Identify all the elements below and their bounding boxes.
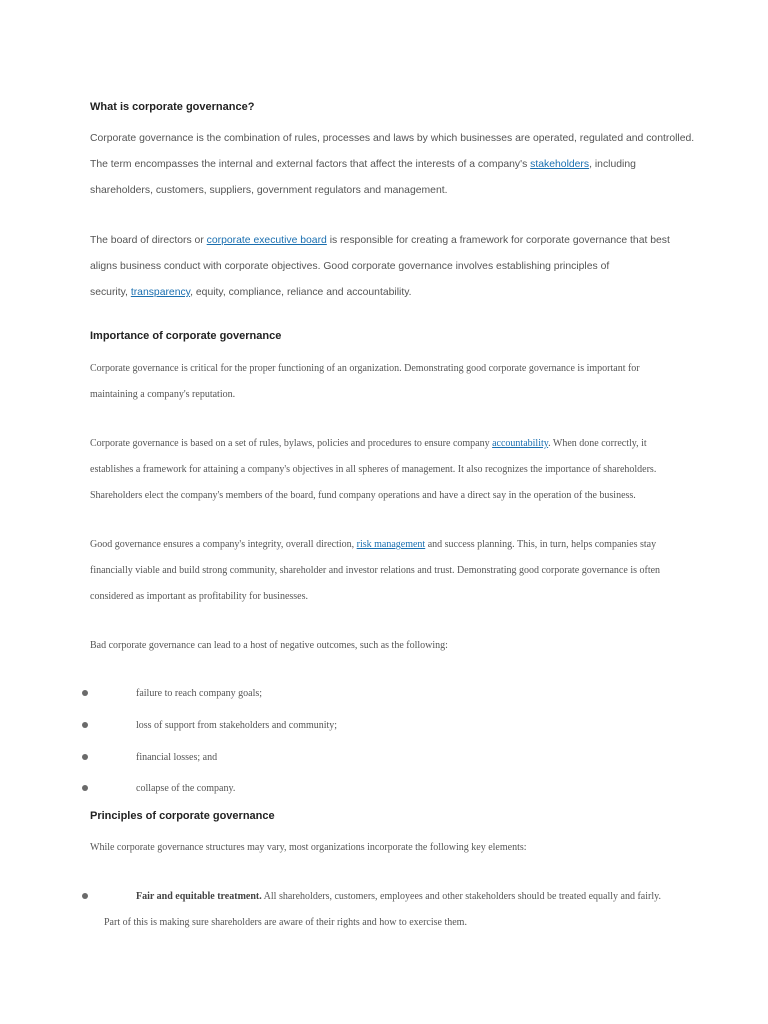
list-item: financial losses; and	[136, 752, 218, 763]
heading-principles-of-corporate-governance: Principles of corporate governance	[90, 810, 275, 822]
paragraph-line	[90, 287, 412, 298]
list-item-bold-lead: Fair and equitable treatment.	[136, 891, 262, 902]
link-accountability[interactable]: accountability	[492, 438, 549, 449]
text-span: security,	[90, 287, 131, 298]
paragraph-line	[90, 159, 636, 170]
bullet-dot	[82, 754, 88, 760]
list-item: failure to reach company goals;	[136, 688, 263, 699]
text-span: is responsible for creating a framework for corporate governance that best	[326, 235, 670, 246]
link-stakeholders[interactable]: stakeholders	[530, 159, 590, 170]
paragraph-line: While corporate governance structures may vary, most organizations incorporate the following key elements:	[90, 842, 527, 853]
paragraph-line: Shareholders elect the company's members of the board, fund company operations and have a direct say in the operation of the business.	[90, 490, 636, 501]
list-item	[136, 891, 661, 902]
bullet-dot	[82, 690, 88, 696]
paragraph-line: shareholders, customers, suppliers, government regulators and management.	[90, 185, 448, 196]
text-span: Good governance ensures a company's integrity, overall direction,	[90, 539, 357, 550]
paragraph-line: Corporate governance is the combination of rules, processes and laws by which businesses are operated, regulated and controlled.	[90, 133, 695, 144]
paragraph-line: Corporate governance is critical for the proper functioning of an organization. Demonstrating good corporate governance is important for	[90, 363, 640, 374]
link-risk-management[interactable]: risk management	[356, 539, 426, 550]
text-span: All shareholders, customers, employees and other stakeholders should be treated equally and fairly.	[261, 891, 661, 902]
heading-what-is-corporate-governance: What is corporate governance?	[90, 101, 255, 113]
link-corporate-executive-board[interactable]: corporate executive board	[206, 235, 327, 246]
bullet-dot	[82, 785, 88, 791]
text-span: The board of directors or	[90, 235, 207, 246]
paragraph-line: establishes a framework for attaining a company's objectives in all spheres of management. It also recognizes the importance of shareholders.	[90, 464, 657, 475]
paragraph-line: considered as important as profitability for businesses.	[90, 591, 309, 602]
link-transparency[interactable]: transparency	[130, 287, 191, 298]
text-span: Corporate governance is based on a set of rules, bylaws, policies and procedures to ensure company	[90, 438, 493, 449]
paragraph-line: maintaining a company's reputation.	[90, 389, 236, 400]
paragraph-line: financially viable and build strong community, shareholder and investor relations and trust. Demonstrating good corporate governance is often	[90, 565, 661, 576]
paragraph-line	[90, 235, 670, 246]
bullet-dot	[82, 722, 88, 728]
text-span: , including	[589, 159, 636, 170]
text-span: . When done correctly, it	[548, 438, 647, 449]
text-span: The term encompasses the internal and external factors that affect the interests of a company's	[90, 159, 531, 170]
heading-importance-of-corporate-governance: Importance of corporate governance	[90, 330, 282, 342]
text-span: , equity, compliance, reliance and accountability.	[190, 287, 412, 298]
paragraph-line: Bad corporate governance can lead to a host of negative outcomes, such as the following:	[90, 640, 448, 651]
paragraph-line: aligns business conduct with corporate objectives. Good corporate governance involves establishing principles of	[90, 261, 610, 272]
paragraph-line	[90, 539, 656, 550]
text-span: and success planning. This, in turn, helps companies stay	[425, 539, 657, 550]
bullet-dot	[82, 893, 88, 899]
list-item: collapse of the company.	[136, 783, 236, 794]
list-item-continuation: Part of this is making sure shareholders are aware of their rights and how to exercise them.	[104, 917, 467, 928]
list-item: loss of support from stakeholders and community;	[136, 720, 338, 731]
paragraph-line	[90, 438, 647, 449]
